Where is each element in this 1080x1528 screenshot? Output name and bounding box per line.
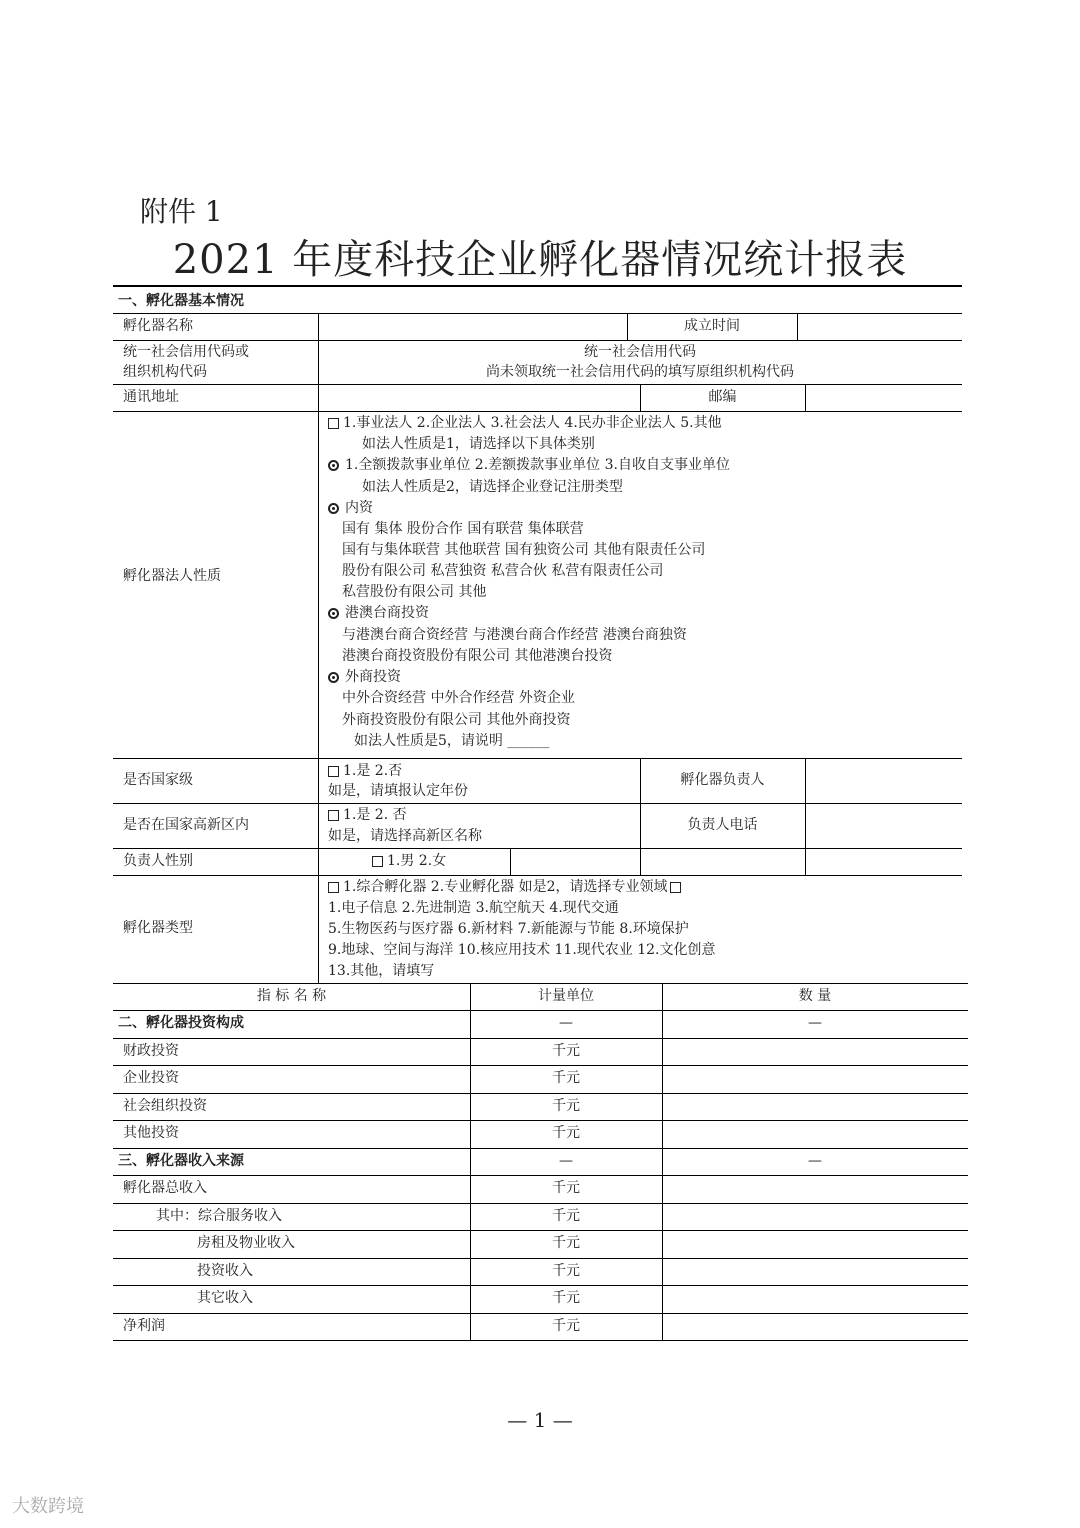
table-row-name: 房租及物业收入	[197, 1235, 295, 1251]
table-row-name: 孵化器总收入	[123, 1180, 207, 1196]
hitech-note: 如是，请选择高新区名称	[328, 828, 482, 844]
legal-line: 国有与集体联营 其他联营 国有独资公司 其他有限责任公司	[342, 542, 706, 558]
type-line: 5.生物医药与医疗器 6.新材料 7.新能源与节能 8.环境保护	[328, 921, 689, 937]
radio-icon[interactable]	[328, 608, 339, 619]
legal-line: 外商投资	[328, 667, 401, 688]
legal-line: 如法人性质是2，请选择企业登记注册类型	[362, 479, 623, 495]
gender-option: 1.男 2.女	[372, 851, 446, 872]
legal-line: 如法人性质是5，请说明 ______	[354, 733, 550, 749]
legal-line: 1.全额拨款事业单位 2.差额拨款事业单位 3.自收自支事业单位	[328, 455, 730, 476]
type-line: 1.综合孵化器 2.专业孵化器 如是2，请选择专业领域	[328, 877, 685, 898]
col-header-qty: 数 量	[798, 988, 832, 1004]
checkbox-icon[interactable]	[328, 810, 339, 821]
page-title: 2021 年度科技企业孵化器情况统计报表	[172, 237, 908, 283]
table-row-name: 其中：综合服务收入	[156, 1208, 282, 1224]
table-row-name: 净利润	[123, 1318, 165, 1334]
table-row-unit: 千元	[552, 1318, 580, 1334]
table-row-name: 财政投资	[123, 1043, 179, 1059]
founded-label: 成立时间	[684, 318, 740, 334]
type-line: 13.其他，请填写	[328, 963, 435, 979]
section-heading-basic: 一、孵化器基本情况	[118, 293, 244, 309]
name-label: 孵化器名称	[123, 318, 193, 334]
credit-note-1: 统一社会信用代码	[584, 344, 696, 360]
table-row-unit: 千元	[552, 1235, 580, 1251]
postcode-label: 邮编	[708, 389, 737, 405]
table-row-unit: 千元	[552, 1180, 580, 1196]
type-line: 1.电子信息 2.先进制造 3.航空航天 4.现代交通	[328, 900, 619, 916]
national-label: 是否国家级	[123, 772, 193, 788]
radio-icon[interactable]	[328, 460, 339, 471]
credit-label-1: 统一社会信用代码或	[123, 344, 249, 360]
table-row-unit: —	[559, 1015, 573, 1031]
national-note: 如是，请填报认定年份	[328, 783, 468, 799]
credit-label-2: 组织机构代码	[123, 364, 207, 380]
checkbox-icon[interactable]	[328, 882, 339, 893]
table-row-name: 投资收入	[197, 1263, 253, 1279]
legal-line: 港澳台商投资股份有限公司 其他港澳台投资	[342, 648, 613, 664]
table-row-name: 其它收入	[197, 1290, 253, 1306]
table-row-name: 企业投资	[123, 1070, 179, 1086]
table-row-name: 二、孵化器投资构成	[118, 1015, 244, 1031]
legal-line: 中外合资经营 中外合作经营 外资企业	[342, 690, 575, 706]
col-header-unit: 计量单位	[538, 988, 594, 1004]
checkbox-icon[interactable]	[372, 856, 383, 867]
table-row-name: 三、孵化器收入来源	[118, 1153, 244, 1169]
radio-icon[interactable]	[328, 672, 339, 683]
table-row-unit: —	[559, 1153, 573, 1169]
table-row-unit: 千元	[552, 1043, 580, 1059]
table-row-unit: 千元	[552, 1208, 580, 1224]
legal-line: 如法人性质是1，请选择以下具体类别	[362, 436, 595, 452]
hitech-option: 1.是 2. 否	[328, 805, 407, 826]
watermark: 大数跨境	[12, 1496, 84, 1517]
table-row-name: 其他投资	[123, 1125, 179, 1141]
table-row-unit: 千元	[552, 1098, 580, 1114]
radio-icon[interactable]	[328, 503, 339, 514]
checkbox-icon[interactable]	[328, 766, 339, 777]
table-row-qty[interactable]: —	[808, 1153, 822, 1169]
legal-label: 孵化器法人性质	[123, 568, 221, 584]
type-label: 孵化器类型	[123, 920, 193, 936]
table-row-unit: 千元	[552, 1290, 580, 1306]
page-number: — 1 —	[507, 1408, 573, 1432]
legal-line: 内资	[328, 498, 373, 519]
legal-line: 国有 集体 股份合作 国有联营 集体联营	[342, 521, 584, 537]
table-row-qty[interactable]: —	[808, 1015, 822, 1031]
legal-line: 港澳台商投资	[328, 603, 429, 624]
legal-line: 与港澳台商合资经营 与港澳台商合作经营 港澳台商独资	[342, 627, 687, 643]
national-option: 1.是 2.否	[328, 761, 402, 782]
legal-line: 1.事业法人 2.企业法人 3.社会法人 4.民办非企业法人 5.其他	[328, 413, 722, 434]
checkbox-icon[interactable]	[670, 882, 681, 893]
table-row-name: 社会组织投资	[123, 1098, 207, 1114]
type-line: 9.地球、空间与海洋 10.核应用技术 11.现代农业 12.文化创意	[328, 942, 716, 958]
phone-label: 负责人电话	[687, 817, 758, 833]
gender-label: 负责人性别	[123, 853, 193, 869]
head-label: 孵化器负责人	[680, 772, 765, 788]
table-row-unit: 千元	[552, 1263, 580, 1279]
hitech-label: 是否在国家高新区内	[123, 817, 249, 833]
credit-note-2: 尚未领取统一社会信用代码的填写原组织机构代码	[486, 364, 794, 380]
address-label: 通讯地址	[123, 389, 179, 405]
table-row-unit: 千元	[552, 1070, 580, 1086]
legal-line: 私营股份有限公司 其他	[342, 584, 487, 600]
legal-line: 股份有限公司 私营独资 私营合伙 私营有限责任公司	[342, 563, 664, 579]
attachment-label: 附件 1	[140, 195, 223, 228]
table-row-unit: 千元	[552, 1125, 580, 1141]
legal-line: 外商投资股份有限公司 其他外商投资	[342, 712, 571, 728]
checkbox-icon[interactable]	[328, 418, 339, 429]
col-header-name: 指 标 名 称	[256, 988, 327, 1004]
